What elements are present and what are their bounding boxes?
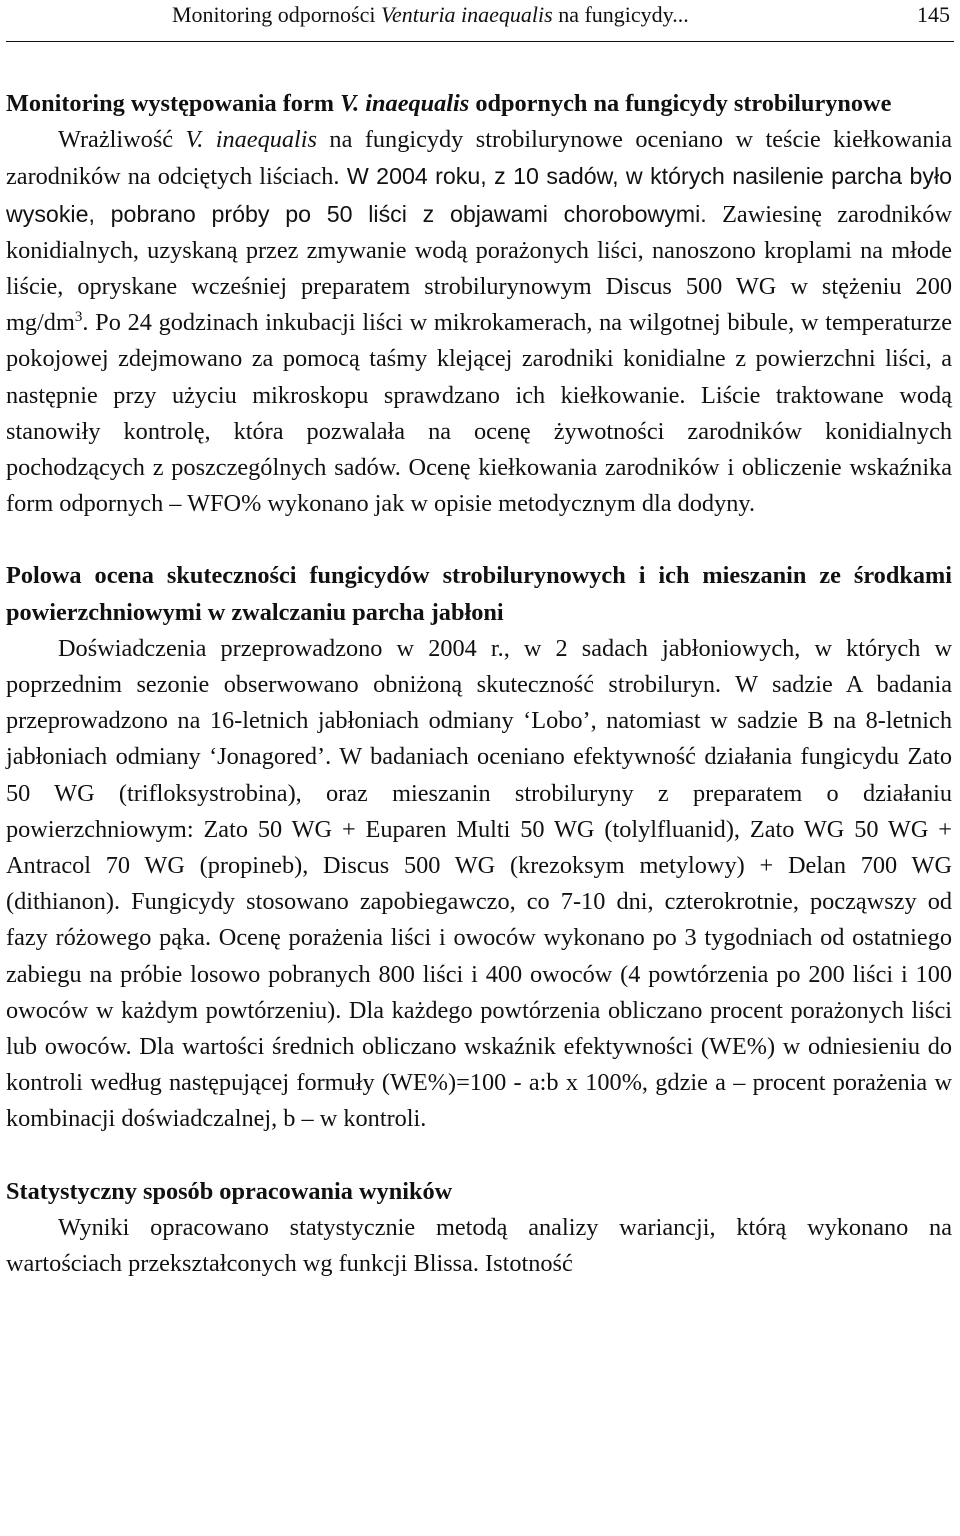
- sans-serif-sentence: W 2004 roku, z 10 sadów, w których nasilenie parcha było wysokie, pobrano próby po 50 liści z objawami chorobowymi.: [6, 163, 952, 227]
- section-gap: [6, 1138, 952, 1174]
- page-number: 145: [917, 2, 950, 27]
- section-heading-field-evaluation: Polowa ocena skuteczności fungicydów strobilurynowych i ich mieszanin ze środkami powierzchniowymi w zwalczaniu parcha jabłoni: [6, 562, 952, 626]
- section-gap: [6, 522, 952, 558]
- body-text: [6, 86, 952, 1282]
- species-name: V. inaequalis: [340, 90, 470, 117]
- running-header-title: Monitoring odporności Venturia inaequalis na fungicydy...: [172, 2, 689, 27]
- running-header: [6, 0, 954, 42]
- section-heading-monitoring: Monitoring występowania form V. inaequalis odpornych na fungicydy strobilurynowe: [6, 90, 892, 117]
- document-page: [6, 0, 954, 1536]
- paragraph-methods: Wrażliwość V. inaequalis na fungicydy strobilurynowe oceniano w teście kiełkowania zarodników na odciętych liściach. W 2004 roku, z 10 sadów, w których nasilenie parcha było wysokie, pobrano próby po 50 liści z objawami chorobowymi. Zawiesinę zarodników konidialnych, uzyskaną przez zmywanie wodą porażonych liści, nanoszono kroplami na młode liście, opryskane wcześniej preparatem strobilurynowym Discus 500 WG w stężeniu 200 $mg/dm^3$. Po 24 godzinach inkubacji liści w mikrokamerach, na wilgotnej bibule, w temperaturze pokojowej zdejmowano za pomocą taśmy klejącej zarodniki konidialne z powierzchni liści, a następnie przy użyciu mikroskopu sprawdzano ich kiełkowanie. Liście traktowane wodą stanowiły kontrolę, która pozwalała na ocenę żywotności zarodników konidialnych pochodzących z poszczególnych sadów. Ocenę kiełkowania zarodników i obliczenie wskaźnika form odpornych – WFO% wykonano jak w opisie metodycznym dla dodyny.: [6, 126, 952, 518]
- paragraph-statistics: Wyniki opracowano statystycznie metodą analizy wariancji, którą wykonano na wartościach przekształconych wg funkcji Blissa. Istotność: [6, 1213, 952, 1278]
- paragraph-field-experiments: Doświadczenia przeprowadzono w 2004 r., w 2 sadach jabłoniowych, w których w poprzednim sezonie obserwowano obniżoną skuteczność strobiluryn. W sadzie A badania przeprowadzono na 16-letnich jabłoniach odmiany ‘Lobo’, natomiast w sadzie B na 8-letnich jabłoniach odmiany ‘Jonagored’. W badaniach oceniano efektywność działania fungicydu Zato 50 WG (trifloksystrobina), oraz mieszanin strobiluryny z preparatem o działaniu powierzchniowym: Zato 50 WG + Euparen Multi 50 WG (tolylfluanid), Zato WG 50 WG + Antracol 70 WG (propineb), Discus 500 WG (krezoksym metylowy) + Delan 700 WG (dithianon). Fungicydy stosowano zapobiegawczo, co 7-10 dni, czterokrotnie, począwszy od fazy różowego pąka. Ocenę porażenia liści i owoców wykonano po 3 tygodniach od ostatniego zabiegu na próbie losowo pobranych 800 liści i 400 owoców (4 powtórzenia po 200 liści i 100 owoców w każdym powtórzeniu). Dla każdego powtórzenia obliczano procent porażonych liści lub owoców. Dla wartości średnich obliczano wskaźnik efektywności (WE%) w odniesieniu do kontroli według następującej formuły (WE%)=100 - a:b x 100%, gdzie a – procent porażenia w kombinacji doświadczalnej, b – w kontroli.: [6, 634, 952, 1133]
- species-name: V. inaequalis: [185, 126, 317, 154]
- section-heading-statistics: Statystyczny sposób opracowania wyników: [6, 1177, 453, 1205]
- species-name: Venturia inaequalis: [381, 2, 553, 27]
- superscript: 3: [74, 309, 83, 326]
